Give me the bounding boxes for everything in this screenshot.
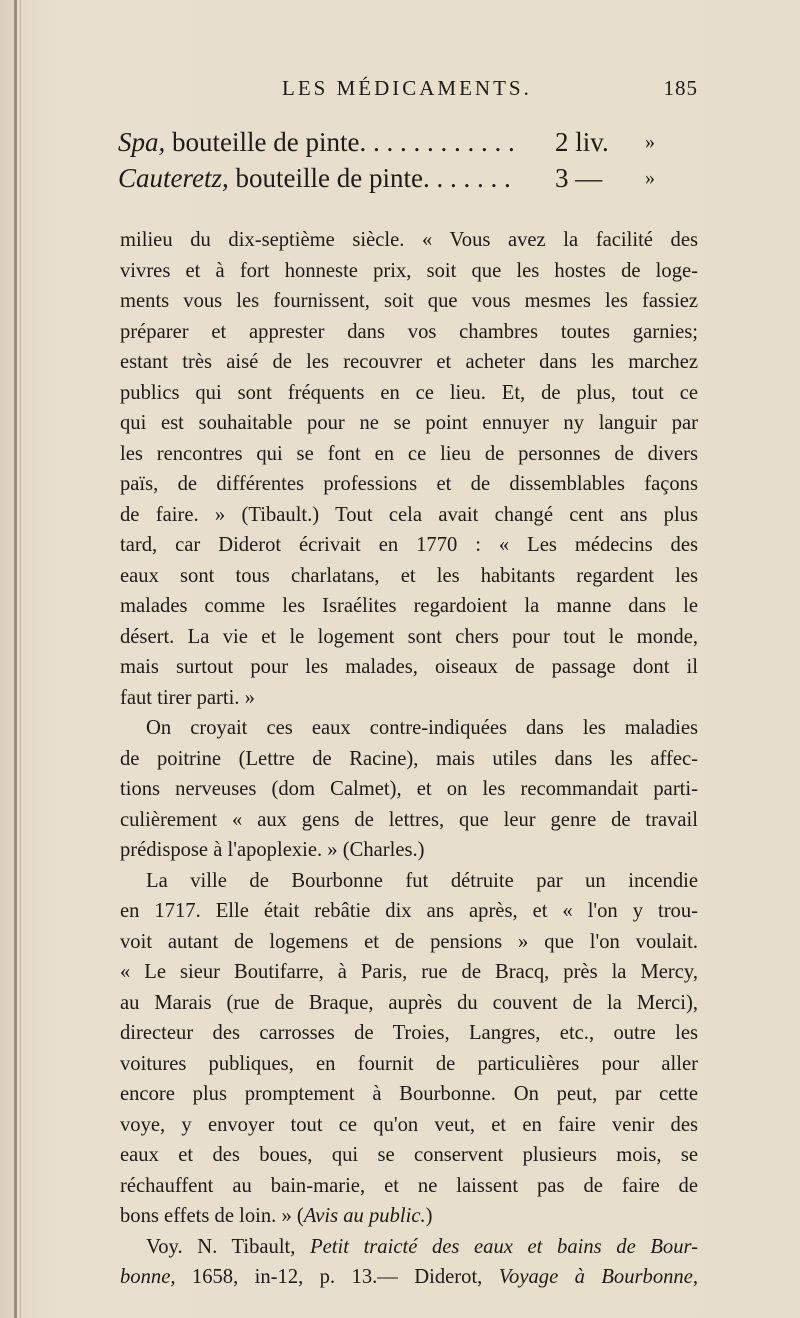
text-line: tard, car Diderot écrivait en 1770 : « Les médecins des bbox=[120, 534, 698, 556]
binding-edge bbox=[14, 0, 17, 1318]
text-line: faut tirer parti. » bbox=[120, 686, 255, 709]
price-item: bouteille de pinte. . . . . . . bbox=[228, 163, 511, 193]
text-line: La ville de Bourbonne fut détruite par un incendie bbox=[146, 869, 698, 892]
text-line: directeur des carrosses de Troies, Langres, etc., outre les bbox=[120, 1022, 698, 1044]
paragraph-continued bbox=[120, 225, 698, 713]
price-item: bouteille de pinte. . . . . . . . . . . . bbox=[165, 127, 515, 157]
paragraph-poitrine bbox=[120, 713, 698, 866]
text-line: au Marais (rue de Braque, auprès du couvent de la Merci), bbox=[120, 991, 698, 1014]
price-place: Cauteretz, bbox=[118, 163, 229, 193]
page-header bbox=[120, 76, 698, 106]
text-line: vivres et à fort honneste prix, soit que les hostes de loge- bbox=[120, 259, 698, 282]
price-mark: » bbox=[645, 167, 655, 189]
text-line: de poitrine (Lettre de Racine), mais utiles dans les affec- bbox=[120, 747, 698, 770]
text-line bbox=[120, 1201, 698, 1232]
text-line: prédispose à l'apoplexie. » (Charles.) bbox=[120, 839, 425, 861]
text-line: culièrement « aux gens de lettres, que leur genre de travail bbox=[120, 808, 698, 831]
text-line: tions nerveuses (dom Calmet), et on les recommandait parti- bbox=[120, 778, 698, 800]
text-line: eaux sont tous charlatans, et les habitants regardent les bbox=[120, 564, 698, 587]
text-line: désert. La vie et le logement sont chers pour tout le monde, bbox=[120, 625, 698, 648]
text-line: encore plus promptement à Bourbonne. On peut, par cette bbox=[120, 1083, 698, 1105]
italic-title: Petit traicté des eaux et bains de Bour- bbox=[310, 1235, 698, 1258]
page-number: 185 bbox=[663, 76, 698, 100]
text-fragment: Voy. N. Tibault, bbox=[146, 1235, 311, 1258]
running-title: LES MÉDICAMENTS. bbox=[282, 76, 532, 100]
paragraph-bourbonne bbox=[120, 866, 698, 1232]
text-fragment: bons effets de loin. » ( bbox=[120, 1205, 304, 1227]
text-line: voit autant de logemens et de pensions » que l'on voulait. bbox=[120, 930, 698, 953]
price-value: 2 liv. bbox=[555, 127, 609, 157]
text-line: eaux et des boues, qui se conservent plusieurs mois, se bbox=[120, 1144, 698, 1166]
price-place: Spa, bbox=[118, 127, 166, 157]
text-line bbox=[120, 1262, 698, 1293]
text-line: les rencontres qui se font en ce lieu de personnes de divers bbox=[120, 442, 698, 465]
text-line: en 1717. Elle était rebâtie dix ans après, et « l'on y trou- bbox=[120, 900, 698, 922]
text-line: préparer et apprester dans vos chambres toutes garnies; bbox=[120, 320, 698, 343]
text-line: de faire. » (Tibault.) Tout cela avait changé cent ans plus bbox=[120, 503, 698, 526]
text-line: païs, de différentes professions et de dissemblables façons bbox=[120, 473, 698, 495]
text-line: estant très aisé de les recouvrer et acheter dans les marchez bbox=[120, 351, 698, 373]
text-line: milieu du dix-septième siècle. « Vous avez la facilité des bbox=[120, 229, 698, 251]
body-text bbox=[120, 225, 698, 1293]
text-line: réchauffent au bain-marie, et ne laissent pas de faire de bbox=[120, 1174, 698, 1197]
italic-title: Avis au public. bbox=[303, 1205, 426, 1227]
price-mark: » bbox=[645, 131, 655, 153]
text-line: voye, y envoyer tout ce qu'on veut, et en faire venir des bbox=[120, 1113, 698, 1136]
price-row bbox=[118, 124, 698, 160]
text-fragment: ) bbox=[425, 1205, 433, 1227]
text-line: qui est souhaitable pour ne se point ennuyer ny languir par bbox=[120, 412, 698, 434]
text-line: publics qui sont fréquents en ce lieu. Et, de plus, tout ce bbox=[120, 381, 698, 404]
price-list bbox=[118, 124, 698, 196]
price-value: 3 — bbox=[555, 163, 603, 193]
price-row bbox=[118, 160, 698, 196]
text-line: mais surtout pour les malades, oiseaux de passage dont il bbox=[120, 656, 698, 678]
paragraph-references bbox=[120, 1232, 698, 1293]
text-line: voitures publiques, en fournit de particulières pour aller bbox=[120, 1052, 698, 1075]
text-line: On croyait ces eaux contre-indiquées dans les maladies bbox=[146, 717, 698, 739]
text-line: ments vous les fournissent, soit que vous mesmes les fassiez bbox=[120, 290, 698, 312]
text-line bbox=[120, 1232, 698, 1263]
italic-title: bonne, bbox=[120, 1266, 176, 1288]
text-line: « Le sieur Boutifarre, à Paris, rue de Bracq, près la Mercy, bbox=[120, 961, 698, 983]
text-line: malades comme les Israélites regardoient la manne dans le bbox=[120, 595, 698, 617]
binding-edge-shadow bbox=[20, 0, 21, 1318]
text-fragment: 1658, in-12, p. 13.— Diderot, bbox=[175, 1266, 499, 1288]
italic-title: Voyage à Bourbonne, bbox=[498, 1266, 698, 1288]
